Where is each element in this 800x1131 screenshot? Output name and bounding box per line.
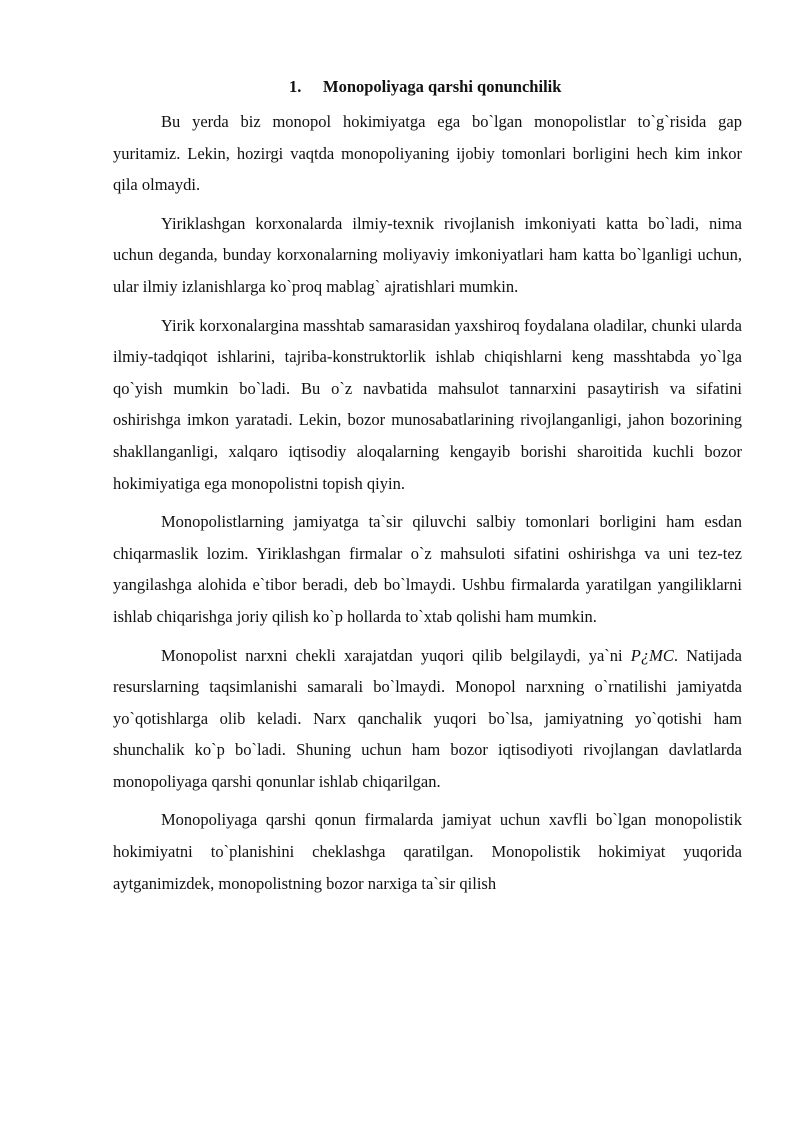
- document-page: [113, 74, 742, 906]
- paragraph-5: [113, 640, 742, 798]
- section-heading: [113, 74, 742, 100]
- section-title: Monopoliyaga qarshi qonunchilik: [323, 77, 562, 96]
- paragraph-5-start: Monopolist narxni chekli xarajatdan yuqori qilib belgilaydi, ya`ni: [161, 645, 631, 665]
- price-formula: P¿MC: [630, 645, 674, 665]
- paragraph-6: Monopoliyaga qarshi qonun firmalarda jamiyat uchun xavfli bo`lgan monopolistik hokimiyatni to`planishini cheklashga qaratilgan. Monopolistik hokimiyat yuqorida aytganimizdek, monopolistning bozor narxiga ta`sir qilish: [113, 810, 742, 893]
- paragraph-1: Bu yerda biz monopol hokimiyatga ega bo`lgan monopolistlar to`g`risida gap yuritamiz. Lekin, hozirgi vaqtda monopoliyaning ijobiy tomonlari borligini hech kim inkor qila olmaydi.: [113, 112, 742, 195]
- paragraph-3: Yirik korxonalargina masshtab samarasidan yaxshiroq foydalana oladilar, chunki ularda ilmiy-tadqiqot ishlarini, tajriba-konstruktorlik ishlab chiqishlarni keng masshtabda yo`lga qo`yish mumkin bo`ladi. Bu o`z navbatida mahsulot tannarxini pasaytirish va sifatini oshirishga imkon yaratadi. Lekin, bozor munosabatlarining rivojlanganligi, jahon bozorining shakllanganligi, xalqaro iqtisodiy aloqalarning kengayib borishi sharoitida kuchli bozor hokimiyatiga ega monopolistni topish qiyin.: [113, 315, 742, 493]
- paragraph-2: Yiriklashgan korxonalarda ilmiy-texnik rivojlanish imkoniyati katta bo`ladi, nima uchun deganda, bunday korxonalarning moliyaviy imkoniyatlari ham katta bo`lganligi uchun, ular ilmiy izlanishlarga ko`proq mablag` ajratishlari mumkin.: [113, 213, 742, 296]
- paragraph-4: Monopolistlarning jamiyatga ta`sir qiluvchi salbiy tomonlari borligini ham esdan chiqarmaslik lozim. Yiriklashgan firmalar o`z mahsuloti sifatini oshirishga va uni tez-tez yangilashga alohida e`tibor beradi, deb bo`lmaydi. Ushbu firmalarda yaratilgan yangiliklarni ishlab chiqarishga joriy qilish ko`p hollarda to`xtab qolishi ham mumkin.: [113, 512, 742, 626]
- section-number: 1.: [289, 77, 302, 96]
- paragraph-5-end: . Natijada resurslarning taqsimlanishi samarali bo`lmaydi. Monopol narxning o`rnatilishi jamiyatda yo`qotishlarga olib keladi. Narx qanchalik yuqori bo`lsa, jamiyatning yo`qotishi ham shunchalik ko`p bo`ladi. Shuning uchun ham bozor iqtisodiyoti rivojlangan davlatlarda monopoliyaga qarshi qonunlar ishlab chiqarilgan.: [113, 645, 742, 791]
